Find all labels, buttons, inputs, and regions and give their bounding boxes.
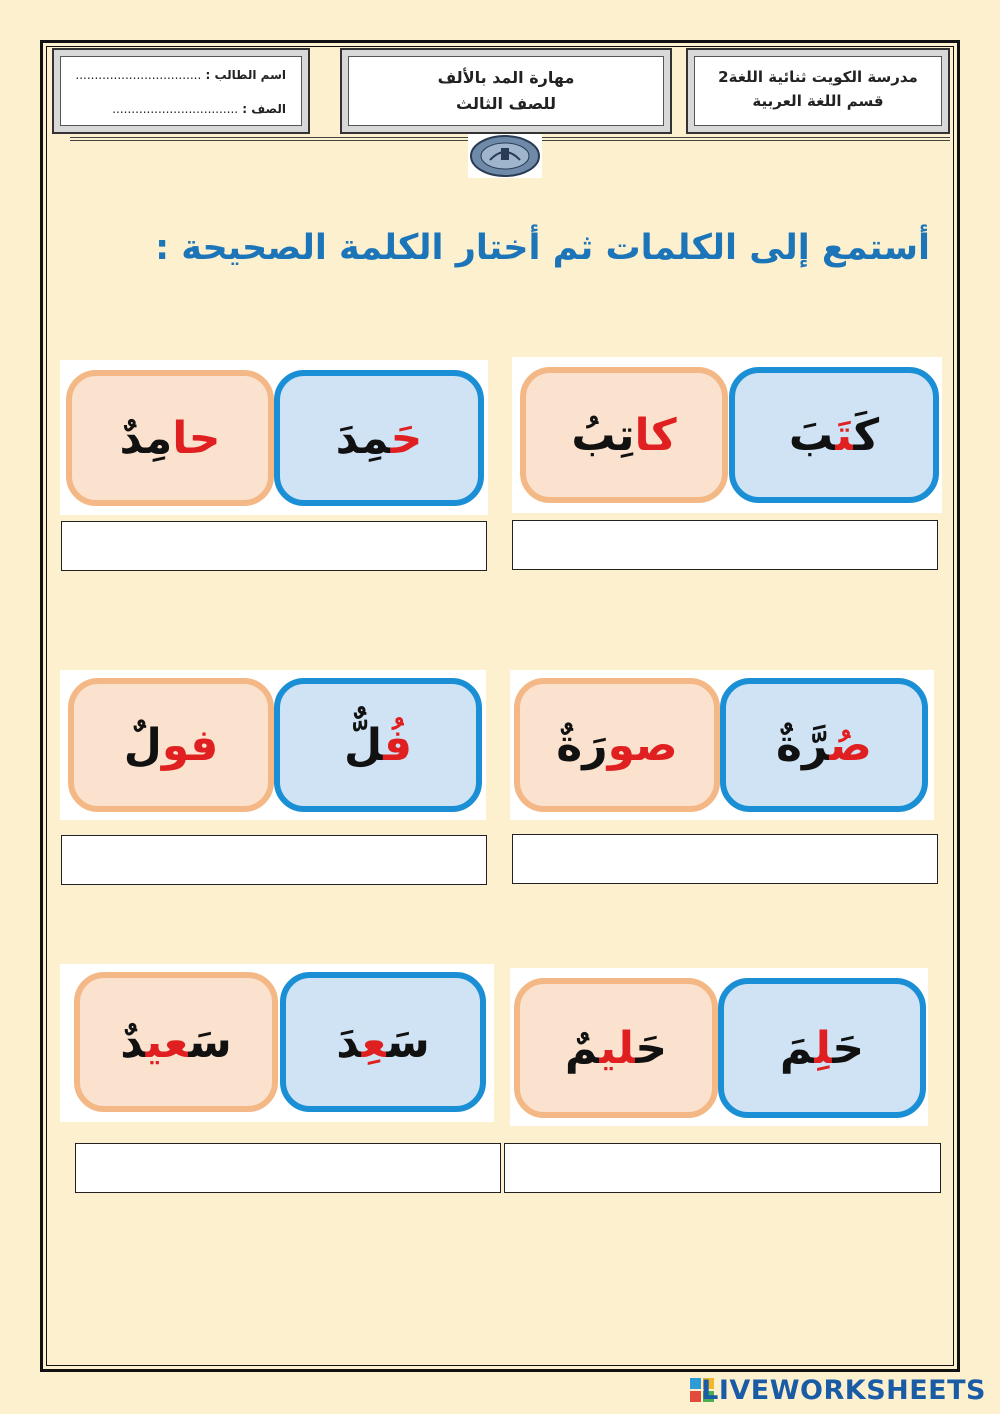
word-pair-card [512,357,942,513]
short-word [336,413,423,464]
word-part: حَ [832,1022,865,1074]
short-word-option[interactable] [280,972,486,1112]
short-word [776,720,872,771]
word-part: مِدَ [335,412,391,464]
word-part-highlight: لي [599,1022,636,1074]
school-name: مدرسة الكويت ثنائية اللغة2 [718,68,918,86]
word-part: مٌ [564,1022,600,1074]
student-name-field[interactable]: ................................. [75,68,202,82]
long-word-option[interactable] [514,678,720,812]
word-part: سَ [188,1016,232,1068]
word-part-highlight: فُ [383,719,413,771]
long-word-option[interactable] [74,972,278,1112]
answer-box[interactable] [61,835,487,885]
word-part: سَ [386,1016,430,1068]
word-pair-card [60,670,486,820]
instruction-heading: أستمع إلى الكلمات ثم أختار الكلمة الصحيحة : [155,228,930,268]
word-part: دٌ [120,1016,146,1068]
long-word-option[interactable] [520,367,728,503]
word-pair-card [510,968,928,1126]
word-part-highlight: حا [172,412,221,464]
word-part-highlight: عِ [361,1016,387,1068]
word-part-highlight: كا [634,409,677,461]
short-word-option[interactable] [274,678,482,812]
short-word-option[interactable] [718,978,926,1118]
answer-box[interactable] [512,834,938,884]
answer-box[interactable] [61,521,487,571]
word-part: حَ [635,1022,668,1074]
word-part-highlight: صُ [829,719,872,771]
word-pair-card [510,670,934,820]
student-name-line [75,68,286,82]
word-part: رَةٌ [556,719,608,771]
short-word [336,1017,430,1068]
word-part-highlight: صو [607,719,678,771]
long-word [124,720,219,771]
word-part: مِدٌ [119,412,173,464]
word-part: بَ [788,409,836,461]
department-name: قسم اللغة العربية [752,92,884,110]
short-word-option[interactable] [720,678,928,812]
liveworksheets-watermark: LIVEWORKSHEETS [701,1375,986,1406]
school-header-box [686,48,950,134]
student-info-box [52,48,310,134]
long-word-option[interactable] [68,678,274,812]
class-field[interactable]: ................................. [112,102,239,116]
class-line [112,102,286,116]
short-word [780,1023,864,1074]
lesson-title: مهارة المد بالألف [437,68,575,87]
word-part: كَ [853,409,880,461]
answer-box[interactable] [504,1143,941,1193]
word-part-highlight: عي [145,1016,189,1068]
word-pair-card [60,964,494,1122]
long-word [556,720,677,771]
short-word-option[interactable] [729,367,939,503]
word-part: دَ [336,1016,362,1068]
student-name-label: اسم الطالب : [205,68,286,82]
grade-label: للصف الثالث [456,94,556,113]
long-word-option[interactable] [66,370,274,506]
short-word [344,720,412,771]
lesson-header-box [340,48,672,134]
word-part: رَّةٌ [776,719,830,771]
long-word-option[interactable] [514,978,718,1118]
answer-box[interactable] [75,1143,501,1193]
long-word [571,410,676,461]
long-word [120,413,221,464]
word-part: مَ [779,1022,815,1074]
word-part: لٌّ [343,719,384,771]
school-logo [468,134,542,178]
word-part-highlight: لِ [814,1022,833,1074]
word-pair-card [60,360,488,515]
long-word [120,1017,232,1068]
word-part-highlight: حَ [390,412,423,464]
class-label: الصف : [242,102,286,116]
long-word [565,1023,667,1074]
word-part: تِبُ [571,409,635,461]
short-word-option[interactable] [274,370,484,506]
word-part-highlight: فو [161,719,219,771]
short-word [789,410,879,461]
answer-box[interactable] [512,520,938,570]
word-part-highlight: تَ [835,409,854,461]
word-part: لٌ [123,719,162,771]
